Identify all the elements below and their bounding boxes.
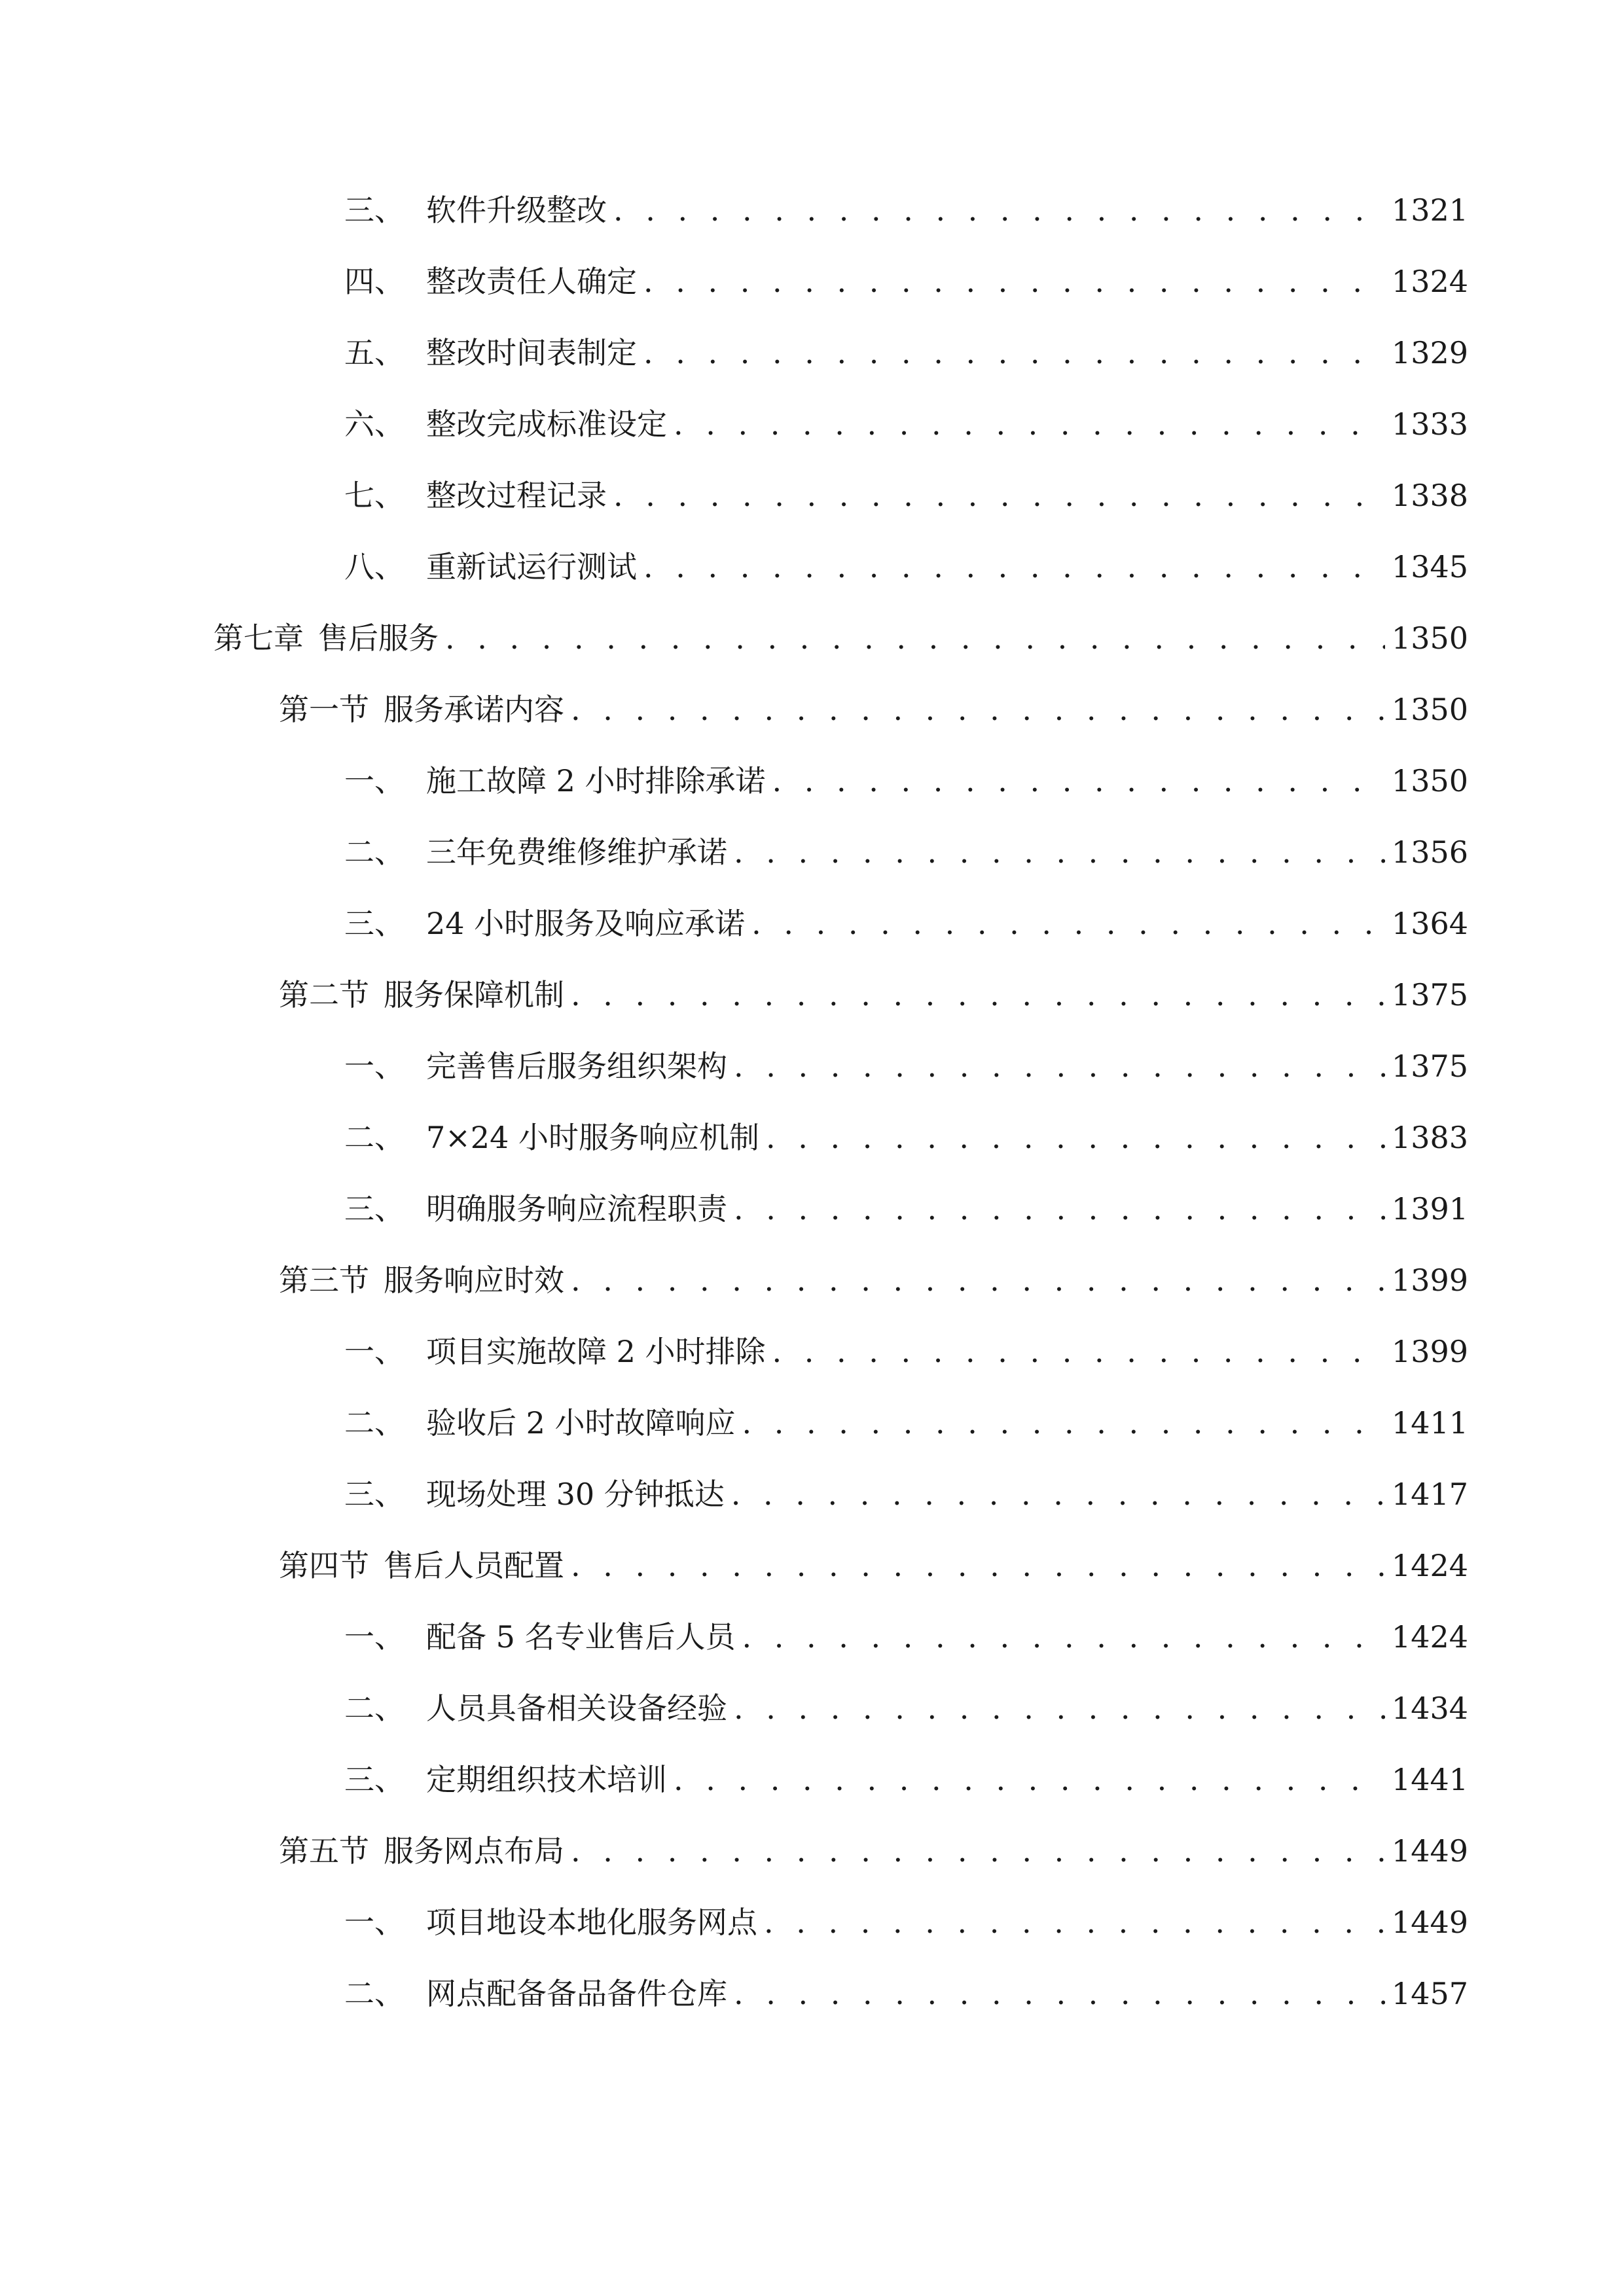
toc-dot-leader bbox=[764, 1899, 1385, 1945]
toc-entry-page: 1449 bbox=[1391, 1833, 1468, 1869]
toc-entry[interactable] bbox=[344, 1115, 1468, 1160]
toc-dot-leader bbox=[772, 1329, 1385, 1374]
toc-entry-title: 明确服务响应流程职责 bbox=[426, 1191, 727, 1227]
toc-entry-page: 1375 bbox=[1391, 1049, 1468, 1084]
toc-entry-page: 1457 bbox=[1391, 1976, 1468, 2011]
toc-entry-page: 1324 bbox=[1391, 264, 1468, 299]
toc-entry[interactable] bbox=[344, 1329, 1468, 1374]
toc-entry-title: 人员具备相关设备经验 bbox=[426, 1691, 727, 1726]
toc-dot-leader bbox=[613, 473, 1385, 518]
toc-entry[interactable] bbox=[344, 1899, 1468, 1945]
toc-entry-title: 服务承诺内容 bbox=[384, 692, 564, 727]
toc-dot-leader bbox=[571, 1543, 1385, 1588]
toc-section-entry[interactable] bbox=[279, 1828, 1468, 1874]
toc-dot-leader bbox=[742, 1400, 1385, 1446]
toc-entry-number: 第二节 bbox=[279, 977, 369, 1013]
toc-dot-leader bbox=[751, 901, 1385, 946]
toc-dot-leader bbox=[643, 259, 1385, 304]
toc-entry-title: 三年免费维修维护承诺 bbox=[426, 834, 727, 870]
toc-entry-page: 1333 bbox=[1391, 406, 1468, 442]
toc-entry-title: 网点配备备品备件仓库 bbox=[426, 1976, 727, 2011]
toc-entry-number: 二、 bbox=[344, 1405, 405, 1441]
toc-entry-page: 1329 bbox=[1391, 335, 1468, 370]
toc-dot-leader bbox=[571, 1257, 1385, 1303]
toc-dot-leader bbox=[674, 401, 1385, 447]
toc-entry-title: 服务响应时效 bbox=[384, 1263, 564, 1298]
toc-dot-leader bbox=[734, 1186, 1385, 1232]
toc-entry-number: 第三节 bbox=[279, 1263, 369, 1298]
toc-entry-page: 1399 bbox=[1391, 1263, 1468, 1298]
toc-section-entry[interactable] bbox=[279, 1257, 1468, 1303]
toc-entry-title: 软件升级整改 bbox=[426, 192, 607, 228]
toc-entry-number: 五、 bbox=[344, 335, 405, 370]
toc-entry-title: 现场处理 30 分钟抵达 bbox=[426, 1477, 725, 1512]
toc-dot-leader bbox=[445, 615, 1385, 661]
toc-entry[interactable] bbox=[344, 1471, 1468, 1517]
toc-dot-leader bbox=[643, 544, 1385, 590]
toc-entry-title: 项目实施故障 2 小时排除 bbox=[426, 1334, 766, 1369]
toc-dot-leader bbox=[742, 1614, 1385, 1660]
toc-entry-page: 1449 bbox=[1391, 1905, 1468, 1940]
toc-entry-number: 第四节 bbox=[279, 1548, 369, 1583]
toc-entry-title: 服务网点布局 bbox=[384, 1833, 564, 1869]
toc-entry[interactable] bbox=[344, 330, 1468, 376]
toc-entry[interactable] bbox=[344, 473, 1468, 518]
toc-entry-page: 1417 bbox=[1391, 1477, 1468, 1512]
toc-entry[interactable] bbox=[344, 1757, 1468, 1803]
toc-entry-number: 一、 bbox=[344, 1619, 405, 1655]
toc-entry-title: 施工故障 2 小时排除承诺 bbox=[426, 763, 766, 798]
toc-entry-number: 七、 bbox=[344, 478, 405, 513]
toc-entry-number: 第一节 bbox=[279, 692, 369, 727]
toc-entry-page: 1391 bbox=[1391, 1191, 1468, 1227]
toc-entry-page: 1383 bbox=[1391, 1120, 1468, 1155]
toc-dot-leader bbox=[731, 1471, 1385, 1517]
toc-entry-title: 重新试运行测试 bbox=[426, 549, 637, 584]
toc-entry[interactable] bbox=[344, 829, 1468, 875]
toc-entry-page: 1345 bbox=[1391, 549, 1468, 584]
toc-entry-title: 服务保障机制 bbox=[384, 977, 564, 1013]
toc-entry-number: 四、 bbox=[344, 264, 405, 299]
toc-entry[interactable] bbox=[344, 1971, 1468, 2017]
toc-entry-title: 验收后 2 小时故障响应 bbox=[426, 1405, 736, 1441]
toc-dot-leader bbox=[571, 1828, 1385, 1874]
toc-entry[interactable] bbox=[344, 1400, 1468, 1446]
toc-entry-number: 三、 bbox=[344, 1762, 405, 1797]
toc-entry-page: 1399 bbox=[1391, 1334, 1468, 1369]
toc-entry-page: 1375 bbox=[1391, 977, 1468, 1013]
toc-entry-page: 1441 bbox=[1391, 1762, 1468, 1797]
toc-entry[interactable] bbox=[344, 758, 1468, 804]
toc-entry[interactable] bbox=[344, 1685, 1468, 1731]
toc-entry-number: 二、 bbox=[344, 1691, 405, 1726]
toc-entry-page: 1338 bbox=[1391, 478, 1468, 513]
toc-entry-title: 售后人员配置 bbox=[384, 1548, 564, 1583]
toc-entry-number: 第七章 bbox=[213, 620, 304, 656]
toc-entry[interactable] bbox=[344, 1043, 1468, 1089]
toc-entry[interactable] bbox=[344, 259, 1468, 304]
toc-entry-page: 1411 bbox=[1391, 1405, 1468, 1441]
toc-entry-page: 1364 bbox=[1391, 906, 1468, 941]
toc-dot-leader bbox=[734, 1971, 1385, 2017]
toc-entry-number: 一、 bbox=[344, 1334, 405, 1369]
toc-entry-number: 二、 bbox=[344, 834, 405, 870]
toc-dot-leader bbox=[643, 330, 1385, 376]
toc-dot-leader bbox=[571, 972, 1385, 1018]
toc-entry-page: 1424 bbox=[1391, 1619, 1468, 1655]
toc-entry-title: 整改过程记录 bbox=[426, 478, 607, 513]
toc-entry-title: 售后服务 bbox=[318, 620, 439, 656]
toc-dot-leader bbox=[613, 187, 1385, 233]
toc-entry-number: 三、 bbox=[344, 1191, 405, 1227]
toc-section-entry[interactable] bbox=[279, 972, 1468, 1018]
toc-entry-page: 1350 bbox=[1391, 763, 1468, 798]
toc-entry-title: 整改时间表制定 bbox=[426, 335, 637, 370]
toc-entry-title: 整改责任人确定 bbox=[426, 264, 637, 299]
toc-entry-page: 1350 bbox=[1391, 620, 1468, 656]
toc-section-entry[interactable] bbox=[279, 687, 1468, 732]
toc-dot-leader bbox=[674, 1757, 1385, 1803]
toc-entry-title: 配备 5 名专业售后人员 bbox=[426, 1619, 736, 1655]
toc-entry[interactable] bbox=[344, 1614, 1468, 1660]
toc-entry-number: 三、 bbox=[344, 906, 405, 941]
toc-entry-title: 项目地设本地化服务网点 bbox=[426, 1905, 757, 1940]
toc-entry-number: 一、 bbox=[344, 763, 405, 798]
toc-entry-number: 三、 bbox=[344, 1477, 405, 1512]
toc-entry[interactable] bbox=[344, 1186, 1468, 1232]
toc-dot-leader bbox=[766, 1115, 1385, 1160]
toc-dot-leader bbox=[734, 1685, 1385, 1731]
toc-entry-title: 7×24 小时服务响应机制 bbox=[426, 1120, 759, 1155]
toc-entry-page: 1321 bbox=[1391, 192, 1468, 228]
toc-entry-title: 整改完成标准设定 bbox=[426, 406, 667, 442]
toc-entry-page: 1356 bbox=[1391, 834, 1468, 870]
toc-entry-number: 一、 bbox=[344, 1049, 405, 1084]
toc-entry-title: 完善售后服务组织架构 bbox=[426, 1049, 727, 1084]
toc-entry-number: 三、 bbox=[344, 192, 405, 228]
toc-dot-leader bbox=[734, 1043, 1385, 1089]
toc-entry-number: 第五节 bbox=[279, 1833, 369, 1869]
toc-entry[interactable] bbox=[344, 901, 1468, 946]
toc-entry-title: 定期组织技术培训 bbox=[426, 1762, 667, 1797]
toc-entry-page: 1434 bbox=[1391, 1691, 1468, 1726]
toc-entry[interactable] bbox=[344, 187, 1468, 233]
toc-entry-title: 24 小时服务及响应承诺 bbox=[426, 906, 746, 941]
toc-entry-page: 1424 bbox=[1391, 1548, 1468, 1583]
toc-dot-leader bbox=[734, 829, 1385, 875]
toc-entry-page: 1350 bbox=[1391, 692, 1468, 727]
toc-entry[interactable] bbox=[344, 401, 1468, 447]
toc-entry-number: 二、 bbox=[344, 1976, 405, 2011]
toc-entry-number: 二、 bbox=[344, 1120, 405, 1155]
toc-entry[interactable] bbox=[344, 544, 1468, 590]
toc-chapter-entry[interactable] bbox=[213, 615, 1468, 661]
toc-entry-number: 一、 bbox=[344, 1905, 405, 1940]
toc-section-entry[interactable] bbox=[279, 1543, 1468, 1588]
toc-dot-leader bbox=[772, 758, 1385, 804]
toc-entry-number: 八、 bbox=[344, 549, 405, 584]
toc-dot-leader bbox=[571, 687, 1385, 732]
toc-entry-number: 六、 bbox=[344, 406, 405, 442]
